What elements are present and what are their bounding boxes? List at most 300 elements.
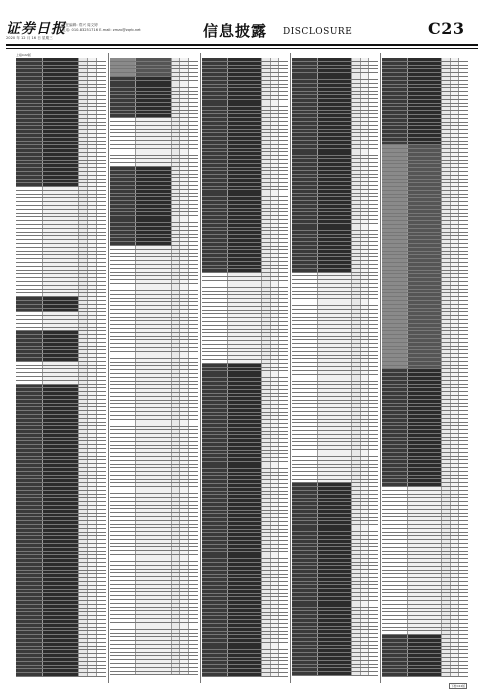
table-cell: [408, 654, 442, 657]
table-cell: [110, 58, 136, 61]
table-cell: [279, 258, 288, 261]
table-cell: [79, 180, 88, 183]
table-cell: [136, 145, 171, 148]
table-cell: [110, 216, 136, 222]
table-cell: [97, 533, 106, 536]
table-cell: [318, 404, 352, 407]
table-cell: [136, 498, 171, 501]
table-cell: [136, 310, 171, 313]
table-cell: [16, 536, 43, 539]
table-cell: [202, 183, 228, 186]
disclosure-table: [292, 58, 378, 676]
table-cell: [110, 449, 136, 452]
table-cell: [262, 314, 271, 317]
table-cell: [292, 254, 318, 257]
table-cell: [451, 354, 460, 357]
table-cell: [361, 295, 370, 298]
table-cell: [279, 266, 288, 269]
table-cell: [228, 288, 262, 291]
table-cell: [442, 536, 451, 539]
table-cell: [16, 354, 43, 357]
table-cell: [279, 439, 288, 442]
table-cell: [451, 244, 460, 247]
table-cell: [459, 415, 468, 418]
table-cell: [451, 449, 460, 452]
table-cell: [202, 168, 228, 171]
table-cell: [382, 328, 408, 331]
table-cell: [271, 541, 280, 544]
table-cell: [110, 156, 136, 159]
table-cell: [110, 401, 136, 404]
table-row: [202, 371, 288, 378]
table-cell: [442, 407, 451, 410]
table-cell: [318, 450, 352, 456]
table-cell: [262, 96, 271, 99]
table-cell: [361, 480, 370, 483]
table-cell: [16, 388, 43, 391]
table-cell: [459, 225, 468, 228]
table-cell: [136, 619, 171, 622]
table-cell: [16, 312, 43, 315]
table-cell: [262, 122, 271, 125]
table-cell: [79, 88, 88, 91]
table-cell: [279, 341, 288, 344]
table-cell: [352, 427, 361, 430]
table-cell: [318, 333, 352, 336]
table-cell: [352, 126, 361, 129]
table-cell: [79, 438, 88, 441]
table-cell: [451, 369, 460, 372]
table-cell: [16, 123, 43, 126]
table-cell: [180, 171, 189, 174]
table-cell: [382, 145, 408, 148]
table-cell: [451, 347, 460, 350]
table-cell: [442, 635, 451, 638]
table-cell: [189, 141, 198, 144]
table-cell: [79, 628, 88, 631]
table-cell: [369, 439, 378, 442]
table-cell: [352, 238, 361, 241]
table-cell: [442, 468, 451, 471]
table-cell: [408, 115, 442, 118]
table-cell: [172, 69, 181, 72]
table-cell: [97, 180, 106, 183]
table-cell: [292, 661, 318, 664]
table-cell: [271, 597, 280, 600]
table-cell: [180, 506, 189, 509]
table-cell: [279, 247, 288, 250]
table-cell: [110, 178, 136, 181]
table-cell: [318, 235, 352, 238]
table-cell: [16, 377, 43, 380]
table-cell: [172, 212, 181, 215]
table-cell: [16, 400, 43, 403]
table-cell: [442, 335, 451, 338]
table-cell: [43, 145, 79, 148]
table-cell: [228, 624, 262, 627]
table-cell: [369, 103, 378, 106]
table-cell: [136, 596, 171, 599]
table-cell: [43, 548, 79, 551]
table-cell: [382, 381, 408, 384]
table-cell: [361, 615, 370, 618]
table-cell: [189, 276, 198, 279]
table-cell: [110, 427, 136, 430]
table-cell: [180, 273, 189, 276]
table-cell: [361, 254, 370, 257]
table-cell: [318, 495, 352, 498]
table-cell: [180, 306, 189, 309]
table-cell: [43, 578, 79, 581]
table-cell: [262, 499, 271, 502]
table-cell: [361, 661, 370, 664]
table-cell: [180, 449, 189, 452]
table-cell: [97, 487, 106, 490]
table-cell: [459, 468, 468, 471]
table-cell: [382, 449, 408, 452]
table-cell: [318, 284, 352, 287]
table-cell: [318, 491, 352, 494]
table-cell: [189, 265, 198, 268]
table-cell: [16, 176, 43, 179]
table-cell: [361, 630, 370, 633]
table-cell: [228, 88, 262, 91]
table-cell: [88, 563, 97, 566]
table-cell: [459, 369, 468, 372]
table-cell: [408, 650, 442, 653]
table-cell: [43, 536, 79, 539]
table-cell: [97, 271, 106, 274]
table-cell: [172, 310, 181, 313]
table-cell: [88, 517, 97, 520]
table-cell: [110, 95, 136, 98]
table-cell: [88, 540, 97, 543]
table-cell: [110, 212, 136, 215]
table-cell: [292, 420, 318, 423]
table-cell: [361, 518, 370, 521]
table-cell: [318, 246, 352, 249]
table-cell: [79, 404, 88, 407]
table-cell: [271, 552, 280, 558]
table-cell: [361, 642, 370, 645]
table-cell: [228, 349, 262, 352]
table-cell: [442, 271, 451, 274]
table-cell: [43, 601, 79, 604]
table-cell: [180, 416, 189, 419]
table-cell: [361, 194, 370, 197]
table-cell: [172, 265, 181, 268]
table-cell: [279, 88, 288, 91]
table-cell: [172, 592, 181, 595]
table-cell: [43, 643, 79, 646]
table-cell: [408, 119, 442, 122]
table-cell: [16, 438, 43, 441]
table-cell: [79, 647, 88, 650]
table-cell: [279, 149, 288, 152]
table-cell: [180, 404, 189, 407]
table-cell: [172, 551, 181, 554]
table-cell: [352, 642, 361, 645]
table-cell: [180, 389, 189, 392]
table-cell: [369, 363, 378, 366]
table-cell: [442, 631, 451, 634]
table-cell: [271, 665, 280, 668]
table-cell: [136, 352, 171, 358]
table-cell: [271, 409, 280, 412]
table-cell: [369, 431, 378, 434]
table-cell: [136, 212, 171, 215]
table-cell: [110, 442, 136, 445]
table-cell: [279, 254, 288, 257]
table-cell: [279, 352, 288, 355]
table-cell: [16, 214, 43, 217]
table-cell: [228, 650, 262, 653]
table-cell: [136, 182, 171, 185]
table-cell: [271, 545, 280, 548]
table-cell: [451, 445, 460, 448]
table-cell: [292, 175, 318, 178]
table-cell: [262, 175, 271, 178]
table-cell: [442, 58, 451, 61]
table-cell: [110, 374, 136, 377]
table-cell: [352, 103, 361, 106]
table-cell: [189, 600, 198, 603]
table-cell: [97, 620, 106, 623]
table-cell: [318, 551, 352, 554]
table-cell: [352, 242, 361, 245]
table-cell: [16, 495, 43, 498]
table-cell: [408, 578, 442, 581]
table-cell: [262, 118, 271, 121]
table-cell: [292, 159, 318, 162]
table-cell: [292, 276, 318, 279]
table-cell: [228, 658, 262, 661]
table-cell: [442, 107, 451, 110]
table-cell: [172, 269, 181, 272]
table-cell: [369, 672, 378, 675]
table-cell: [180, 92, 189, 95]
table-cell: [180, 344, 189, 347]
table-cell: [451, 415, 460, 418]
table-cell: [262, 292, 271, 295]
table-cell: [110, 167, 136, 170]
table-cell: [361, 242, 370, 245]
table-cell: [352, 318, 361, 321]
table-cell: [172, 656, 181, 659]
table-cell: [292, 99, 318, 102]
table-cell: [459, 168, 468, 171]
table-cell: [369, 178, 378, 181]
table-cell: [292, 585, 318, 588]
table-cell: [110, 472, 136, 475]
table-cell: [442, 529, 451, 532]
table-cell: [318, 668, 352, 671]
table-cell: [459, 244, 468, 247]
table-cell: [442, 293, 451, 296]
table-cell: [459, 153, 468, 156]
table-cell: [361, 536, 370, 539]
table-cell: [442, 66, 451, 69]
table-cell: [16, 434, 43, 437]
table-cell: [16, 590, 43, 593]
table-cell: [180, 476, 189, 479]
table-cell: [459, 115, 468, 118]
table-cell: [202, 451, 228, 454]
table-cell: [79, 457, 88, 460]
table-cell: [110, 468, 136, 471]
table-cell: [202, 386, 228, 389]
table-cell: [79, 236, 88, 239]
table-cell: [382, 229, 408, 232]
table-cell: [382, 419, 408, 422]
table-cell: [408, 149, 442, 152]
table-cell: [262, 160, 271, 163]
table-cell: [369, 250, 378, 253]
table-cell: [262, 288, 271, 291]
table-cell: [228, 228, 262, 231]
table-cell: [16, 142, 43, 145]
table-cell: [352, 220, 361, 223]
table-cell: [88, 669, 97, 672]
table-cell: [369, 359, 378, 362]
table-cell: [228, 239, 262, 242]
table-cell: [382, 662, 408, 665]
table-cell: [361, 627, 370, 630]
table-cell: [97, 347, 106, 350]
table-cell: [228, 499, 262, 502]
table-cell: [16, 290, 43, 293]
table-cell: [408, 88, 442, 91]
table-cell: [382, 574, 408, 577]
table-cell: [459, 574, 468, 577]
table-cell: [382, 293, 408, 296]
table-cell: [292, 122, 318, 125]
table-cell: [180, 149, 189, 155]
table-cell: [369, 555, 378, 558]
table-cell: [369, 145, 378, 148]
table-cell: [262, 92, 271, 95]
table-cell: [110, 641, 136, 644]
table-cell: [16, 525, 43, 528]
table-cell: [271, 628, 280, 631]
table-cell: [292, 668, 318, 671]
table-cell: [459, 331, 468, 334]
table-cell: [180, 333, 189, 336]
table-cell: [271, 563, 280, 566]
table-cell: [459, 411, 468, 414]
table-cell: [459, 586, 468, 589]
table-cell: [43, 673, 79, 676]
table-cell: [16, 555, 43, 558]
table-cell: [172, 509, 181, 512]
table-cell: [369, 231, 378, 234]
table-cell: [172, 540, 181, 543]
table-cell: [408, 673, 442, 676]
table-cell: [228, 118, 262, 121]
table-cell: [189, 340, 198, 343]
table-cell: [97, 369, 106, 372]
table-cell: [408, 77, 442, 80]
table-cell: [88, 191, 97, 194]
table-cell: [172, 178, 181, 181]
table-cell: [279, 658, 288, 661]
table-cell: [318, 107, 352, 110]
table-cell: [369, 242, 378, 245]
table-cell: [352, 495, 361, 498]
table-cell: [136, 167, 171, 170]
table-cell: [318, 84, 352, 87]
table-cell: [88, 631, 97, 634]
table-cell: [279, 590, 288, 593]
table-cell: [43, 347, 79, 350]
table-cell: [442, 578, 451, 581]
table-cell: [442, 453, 451, 456]
table-cell: [459, 134, 468, 137]
table-cell: [189, 137, 198, 140]
table-cell: [136, 348, 171, 351]
table-cell: [189, 99, 198, 102]
table-cell: [136, 585, 171, 588]
table-cell: [318, 292, 352, 295]
table-cell: [352, 611, 361, 614]
table-cell: [262, 447, 271, 450]
table-cell: [180, 465, 189, 468]
table-cell: [408, 616, 442, 619]
table-cell: [228, 582, 262, 585]
table-cell: [43, 392, 79, 395]
table-cell: [88, 396, 97, 399]
table-cell: [408, 445, 442, 448]
table-cell: [189, 592, 198, 595]
table-cell: [292, 642, 318, 645]
table-cell: [408, 586, 442, 589]
table-cell: [136, 637, 171, 640]
table-cell: [79, 548, 88, 551]
table-cell: [318, 92, 352, 95]
table-row: [202, 552, 288, 559]
table-cell: [271, 231, 280, 234]
table-cell: [442, 540, 451, 543]
table-cell: [180, 645, 189, 648]
table-cell: [442, 130, 451, 133]
table-cell: [79, 187, 88, 190]
table-cell: [451, 506, 460, 509]
table-cell: [180, 310, 189, 313]
table-cell: [262, 88, 271, 91]
table-cell: [369, 325, 378, 328]
table-cell: [451, 601, 460, 604]
table-cell: [271, 160, 280, 163]
table-cell: [43, 544, 79, 547]
table-cell: [262, 590, 271, 593]
table-cell: [202, 518, 228, 521]
table-cell: [271, 81, 280, 84]
table-cell: [382, 472, 408, 475]
table-cell: [292, 88, 318, 91]
table-cell: [279, 201, 288, 204]
table-cell: [97, 343, 106, 346]
table-cell: [262, 273, 271, 276]
table-cell: [352, 506, 361, 509]
table-cell: [97, 404, 106, 407]
table-cell: [79, 426, 88, 429]
table-cell: [202, 650, 228, 653]
table-cell: [228, 571, 262, 574]
table-cell: [202, 661, 228, 664]
table-cell: [352, 205, 361, 208]
table-cell: [382, 259, 408, 262]
table-cell: [382, 214, 408, 217]
